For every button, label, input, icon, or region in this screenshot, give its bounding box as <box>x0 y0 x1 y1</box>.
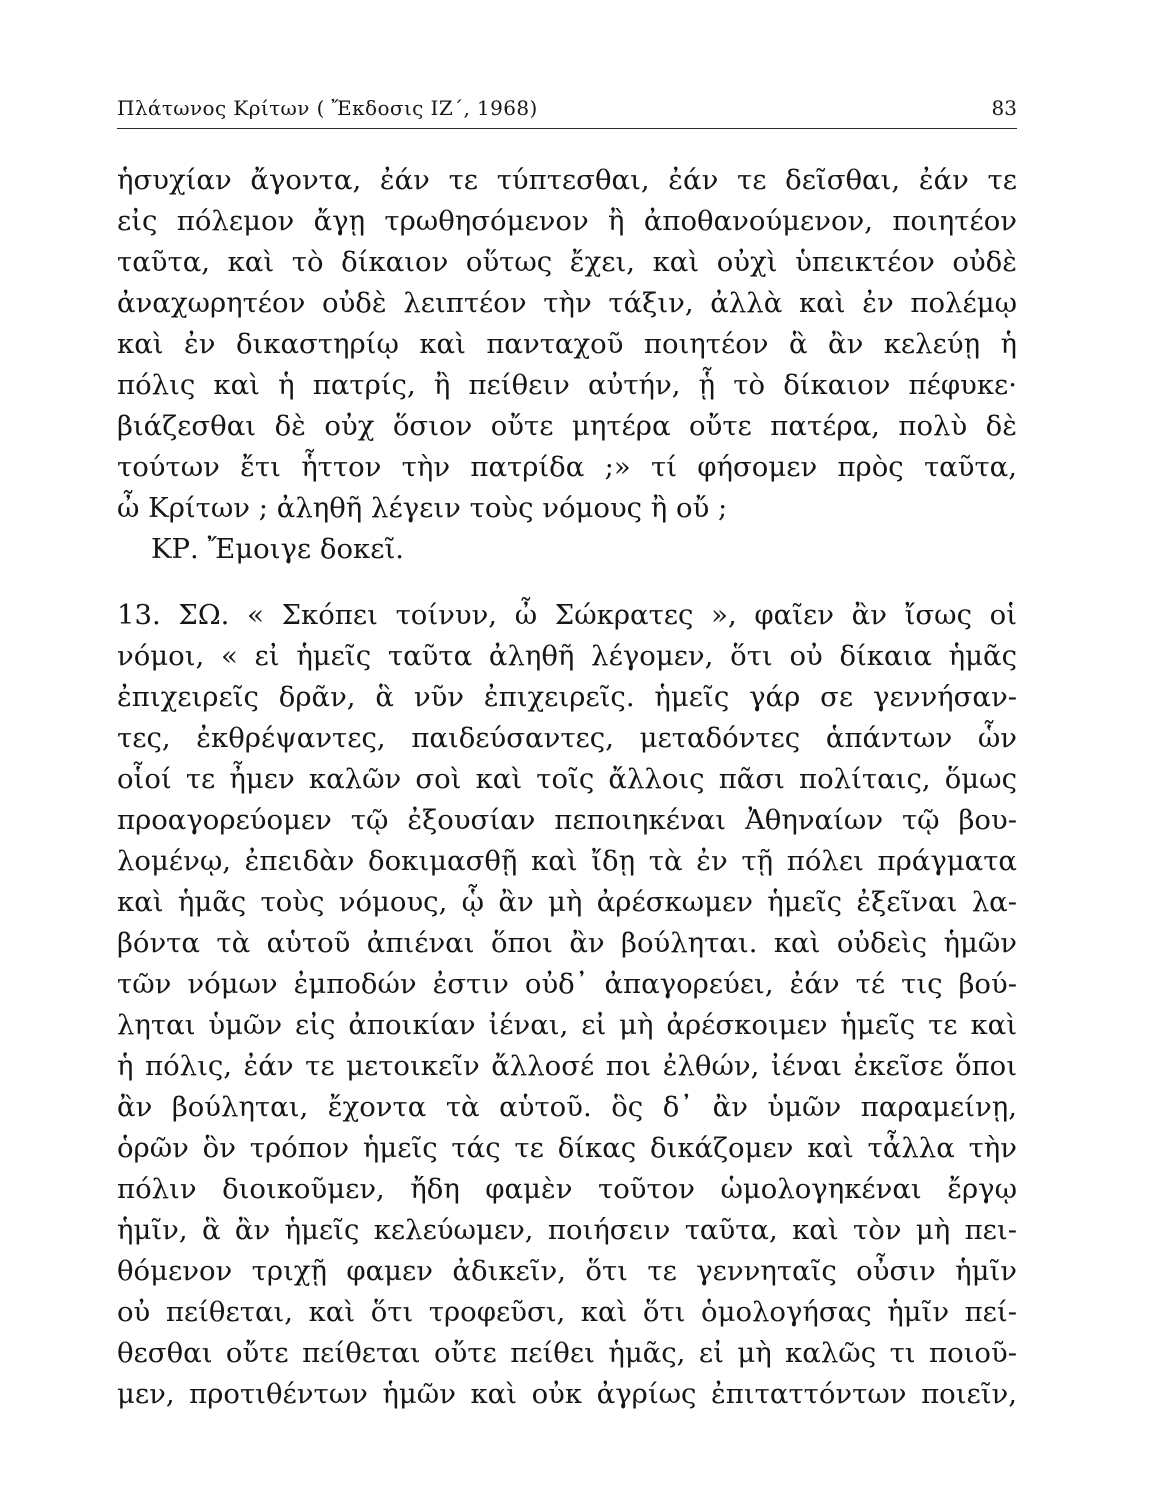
text-line: τούτων ἔτι ἧττον τὴν πατρίδα ;» τί φήσομεν πρὸς ταῦτα, <box>117 451 1017 483</box>
text-line: τῶν νόμων ἐμποδών ἐστιν οὐδ᾽ ἀπαγορεύει, ἐάν τέ τις βού- <box>117 968 1017 1000</box>
running-header <box>117 92 1017 126</box>
text-line: πόλιν διοικοῦμεν, ἤδη φαμὲν τοῦτον ὡμολογηκέναι ἔργῳ <box>117 1173 1017 1205</box>
page-number: 83 <box>991 96 1017 120</box>
text-line: οὐ πείθεται, καὶ ὅτι τροφεῦσι, καὶ ὅτι ὁμολογήσας ἡμῖν πεί- <box>117 1296 1017 1328</box>
text-line: βόντα τὰ αὑτοῦ ἀπιέναι ὅποι ἂν βούληται. καὶ οὐδεὶς ἡμῶν <box>117 927 1017 959</box>
section-first-line <box>117 595 1017 636</box>
text-line: ἐπιχειρεῖς δρᾶν, ἃ νῦν ἐπιχειρεῖς. ἡμεῖς γάρ σε γεννήσαν- <box>117 681 1017 713</box>
text-line: ἡσυχίαν ἄγοντα, ἐάν τε τύπτεσθαι, ἐάν τε δεῖσθαι, ἐάν τε <box>117 164 1017 196</box>
speaker-label: ΣΩ. <box>178 599 230 631</box>
text-line: εἰς πόλεμον ἄγῃ τρωθησόμενον ἢ ἀποθανούμενον, ποιητέον <box>117 205 1017 237</box>
text-line: προαγορεύομεν τῷ ἐξουσίαν πεποιηκέναι Ἀθηναίων τῷ βου- <box>117 804 1017 836</box>
text-line: καὶ ἐν δικαστηρίῳ καὶ πανταχοῦ ποιητέον ἃ ἂν κελεύῃ ἡ <box>117 328 1017 360</box>
text-line: καὶ ἡμᾶς τοὺς νόμους, ᾧ ἂν μὴ ἀρέσκωμεν ἡμεῖς ἐξεῖναι λα- <box>117 886 1017 918</box>
page-body <box>117 160 1017 1415</box>
text-line: θεσθαι οὔτε πείθεται οὔτε πείθει ἡμᾶς, εἰ μὴ καλῶς τι ποιοῦ- <box>117 1337 1017 1369</box>
reply-line <box>117 529 1017 570</box>
section-gap <box>117 570 1017 595</box>
text-line: οἷοί τε ἦμεν καλῶν σοὶ καὶ τοῖς ἄλλοις πᾶσι πολίταις, ὅμως <box>117 763 1017 795</box>
text-line: ὦ Κρίτων ; ἀληθῆ λέγειν τοὺς νόμους ἢ οὔ ; <box>117 492 728 524</box>
text-line: ταῦτα, καὶ τὸ δίκαιον οὕτως ἔχει, καὶ οὐχὶ ὑπεικτέον οὐδὲ <box>117 246 1017 278</box>
text-line: ληται ὑμῶν εἰς ἀποικίαν ἰέναι, εἰ μὴ ἀρέσκοιμεν ἡμεῖς τε καὶ <box>117 1009 1017 1041</box>
text-line: βιάζεσθαι δὲ οὐχ ὅσιον οὔτε μητέρα οὔτε πατέρα, πολὺ δὲ <box>117 410 1017 442</box>
text-line: νόμοι, « εἰ ἡμεῖς ταῦτα ἀληθῆ λέγομεν, ὅτι οὐ δίκαια ἡμᾶς <box>117 640 1017 672</box>
section-13 <box>117 595 1017 1415</box>
text-line: μεν, προτιθέντων ἡμῶν καὶ οὐκ ἀγρίως ἐπιταττόντων ποιεῖν, <box>117 1378 1017 1410</box>
reply-text: Ἔμοιγε δοκεῖ. <box>207 533 404 565</box>
text-line: ἡμῖν, ἃ ἂν ἡμεῖς κελεύωμεν, ποιήσειν ταῦτα, καὶ τὸν μὴ πει- <box>117 1214 1017 1246</box>
text-line: πόλις καὶ ἡ πατρίς, ἢ πείθειν αὐτήν, ᾗ τὸ δίκαιον πέφυκε· <box>117 369 1017 401</box>
text-line: τες, ἐκθρέψαντες, παιδεύσαντες, μεταδόντες ἁπάντων ὧν <box>117 722 1017 754</box>
text-line: ἀναχωρητέον οὐδὲ λειπτέον τὴν τάξιν, ἀλλὰ καὶ ἐν πολέμῳ <box>117 287 1017 319</box>
header-rule <box>117 128 1017 129</box>
running-title: Πλάτωνος Κρίτων ( Ἔκδοσις ΙΖ΄, 1968) <box>117 96 538 120</box>
text-line: λομένῳ, ἐπειδὰν δοκιμασθῇ καὶ ἴδῃ τὰ ἐν τῇ πόλει πράγματα <box>117 845 1017 877</box>
text-line: ἡ πόλις, ἐάν τε μετοικεῖν ἄλλοσέ ποι ἐλθών, ἰέναι ἐκεῖσε ὅποι <box>117 1050 1017 1082</box>
text-line: ἂν βούληται, ἔχοντα τὰ αὑτοῦ. ὃς δ᾽ ἂν ὑμῶν παραμείνῃ, <box>117 1091 1017 1123</box>
text-line: ὁρῶν ὃν τρόπον ἡμεῖς τάς τε δίκας δικάζομεν καὶ τἆλλα τὴν <box>117 1132 1017 1164</box>
speaker-label: ΚΡ. <box>151 533 199 565</box>
text-line: θόμενον τριχῇ φαμεν ἀδικεῖν, ὅτι τε γεννηταῖς οὖσιν ἡμῖν <box>117 1255 1017 1287</box>
passage-1 <box>117 160 1017 529</box>
section-number: 13. <box>117 599 161 631</box>
section-text: « Σκόπει τοίνυν, ὦ Σώκρατες », φαῖεν ἂν ἴσως οἱ <box>247 599 1017 631</box>
